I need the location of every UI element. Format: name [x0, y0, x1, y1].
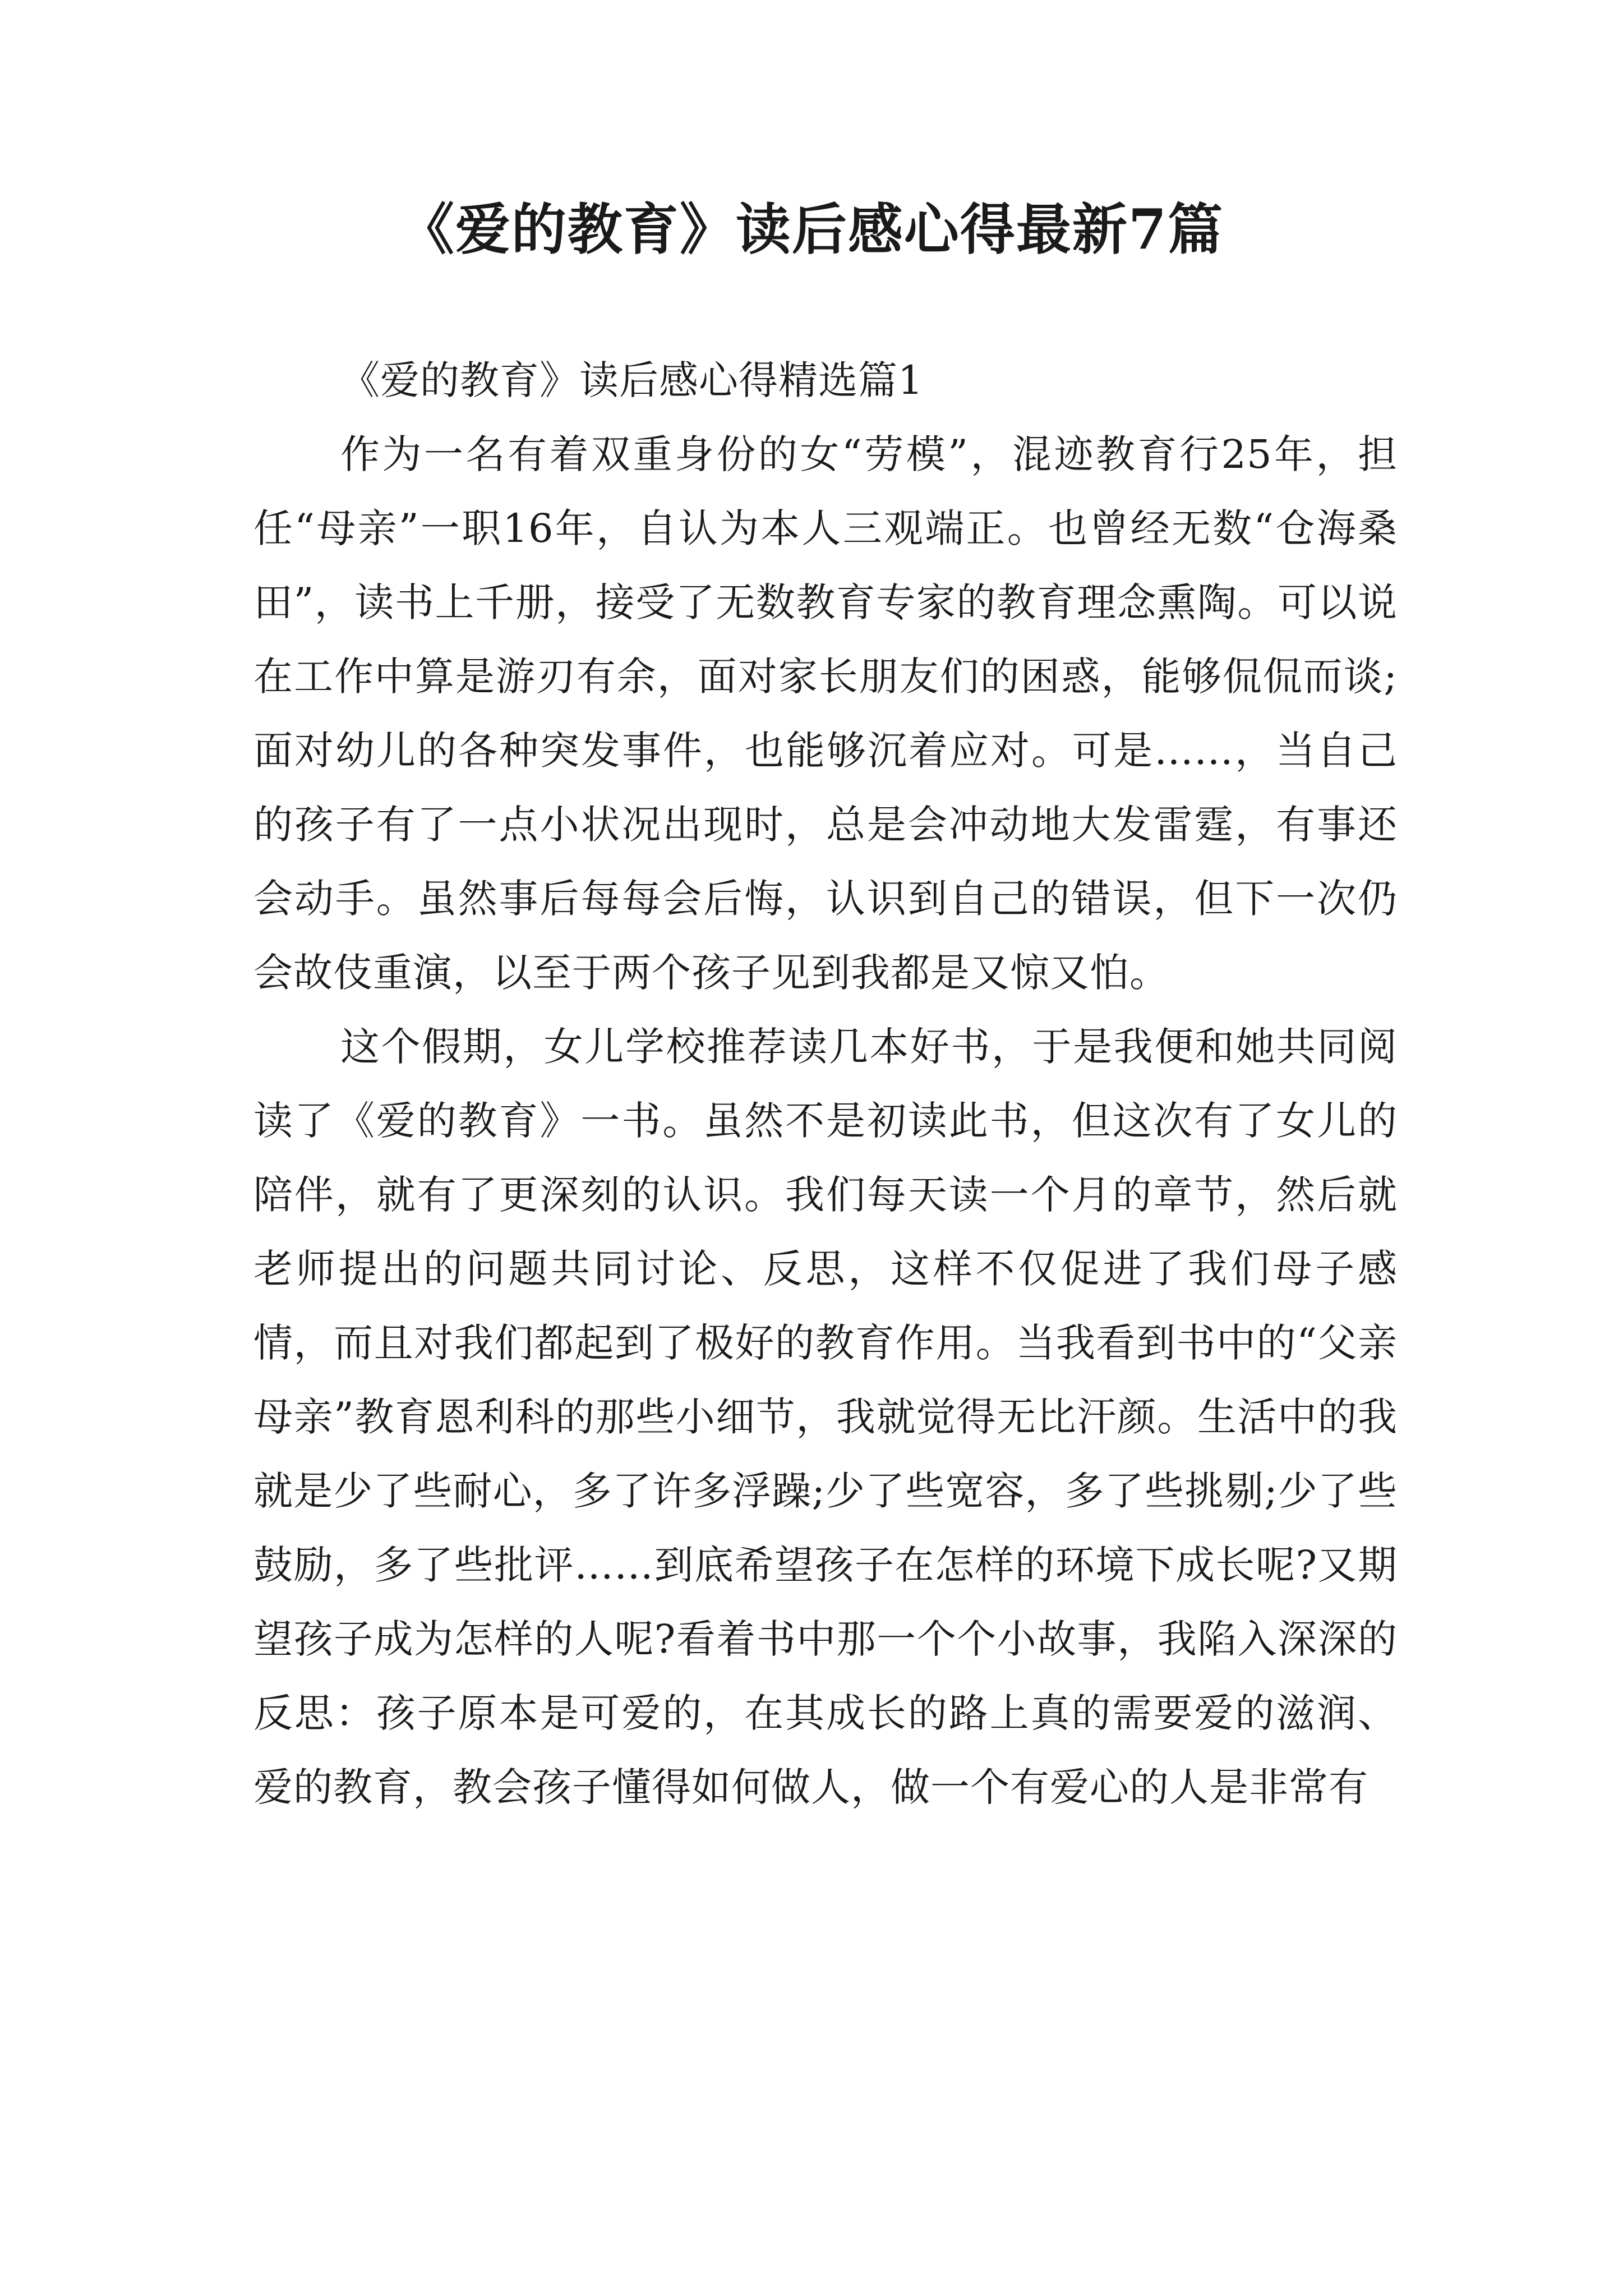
paragraph-2: 这个假期，女儿学校推荐读几本好书，于是我便和她共同阅读了《爱的教育》一书。虽然不是初读此书，但这次有了女儿的陪伴，就有了更深刻的认识。我们每天读一个月的章节，然后就老师提出的问题共同讨论、反思，这样不仅促进了我们母子感情，而且对我们都起到了极好的教育作用。当我看到书中的“父亲母亲”教育恩利科的那些小细节，我就觉得无比汗颜。生活中的我就是少了些耐心，多了许多浮躁;少了些宽容，多了些挑剔;少了些鼓励，多了些批评……到底希望孩子在怎样的环境下成长呢?又期望孩子成为怎样的人呢?看着书中那一个个小故事，我陷入深深的反思：孩子原本是可爱的，在其成长的路上真的需要爱的滋润、爱的教育，教会孩子懂得如何做人，做一个有爱心的人是非常有 — [253, 1024, 1398, 1810]
paragraph-1: 作为一名有着双重身份的女“劳模”，混迹教育行25年，担任“母亲”一职16年，自认为本人三观端正。也曾经无数“仓海桑田”，读书上千册，接受了无数教育专家的教育理念熏陶。可以说在工作中算是游刃有余，面对家长朋友们的困惑，能够侃侃而谈;面对幼儿的各种突发事件，也能够沉着应对。可是……，当自己的孩子有了一点小状况出现时，总是会冲动地大发雷霆，有事还会动手。虽然事后每每会后悔，认识到自己的错误，但下一次仍会故伎重演，以至于两个孩子见到我都是又惊又怕。 — [253, 431, 1398, 996]
section-heading: 《爱的教育》读后感心得精选篇1 — [340, 357, 924, 403]
document-title: 《爱的教育》读后感心得最新7篇 — [399, 197, 1224, 262]
document-body — [253, 343, 1398, 1824]
